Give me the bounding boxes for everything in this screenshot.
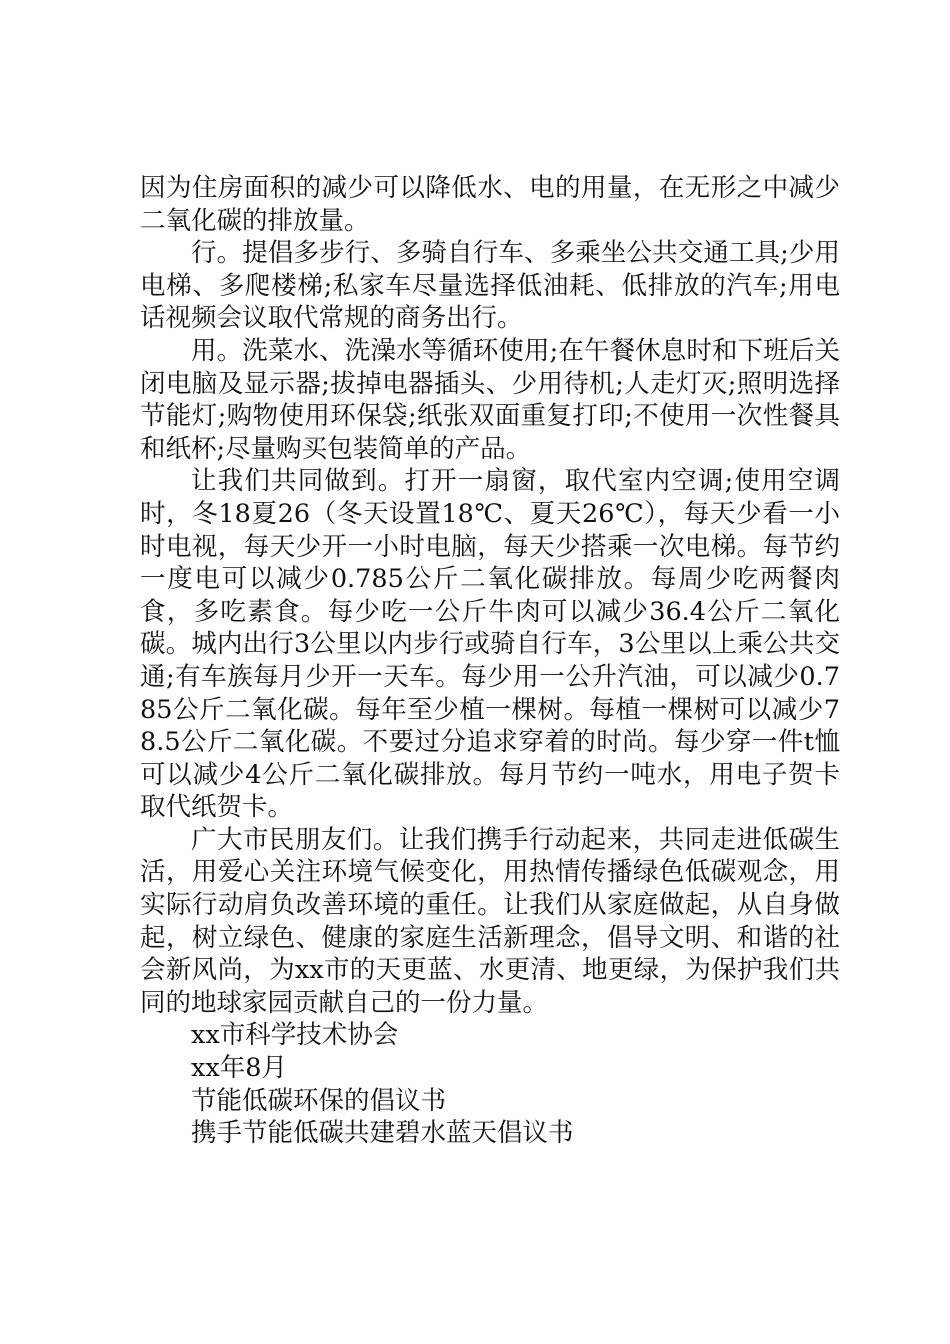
paragraph-together: 让我们共同做到。打开一扇窗，取代室内空调;使用空调时，冬18夏26（冬天设置18℃、夏天26℃），每天少看一小时电视，每天少开一小时电脑，每天少搭乘一次电梯。每节约一度电可以减少0.785公斤二氧化碳排放。每周少吃两餐肉食，多吃素食。每少吃一公斤牛肉可以减少36.4公斤二氧化碳。城内出行3公里以内步行或骑自行车，3公里以上乘公共交通;有车族每月少开一天车。每少用一公升汽油，可以减少0.785公斤二氧化碳。每年至少植一棵树。每植一棵树可以减少78.5公斤二氧化碳。不要过分追求穿着的时尚。每少穿一件t恤可以减少4公斤二氧化碳排放。每月节约一吨水，用电子贺卡取代纸贺卡。 <box>140 466 840 823</box>
paragraph-continuation: 因为住房面积的减少可以降低水、电的用量，在无形之中减少二氧化碳的排放量。 <box>140 173 840 236</box>
paragraph-travel: 行。提倡多步行、多骑自行车、多乘坐公共交通工具;少用电梯、多爬楼梯;私家车尽量选择低油耗、低排放的汽车;用电话视频会议取代常规的商务出行。 <box>140 238 840 334</box>
document-body <box>140 172 840 1150</box>
paragraph-usage: 用。洗菜水、洗澡水等循环使用;在午餐休息时和下班后关闭电脑及显示器;拔掉电器插头、少用待机;人走灯灭;照明选择节能灯;购物使用环保袋;纸张双面重复打印;不使用一次性餐具和纸杯;尽量购买包装简单的产品。 <box>140 335 840 464</box>
signature-date: xx年8月 <box>191 1053 287 1084</box>
paragraph-appeal: 广大市民朋友们。让我们携手行动起来，共同走进低碳生活，用爱心关注环境气候变化，用热情传播绿色低碳观念，用实际行动肩负改善环境的重任。让我们从家庭做起，从自身做起，树立绿色、健康的家庭生活新理念，倡导文明、和谐的社会新风尚，为xx市的天更蓝、水更清、地更绿，为保护我们共同的地球家园贡献自己的一份力量。 <box>140 824 840 1018</box>
signature-organization: xx市科学技术协会 <box>191 1020 399 1051</box>
related-title-1: 节能低碳环保的倡议书 <box>191 1085 447 1116</box>
related-title-2: 携手节能低碳共建碧水蓝天倡议书 <box>191 1118 574 1149</box>
